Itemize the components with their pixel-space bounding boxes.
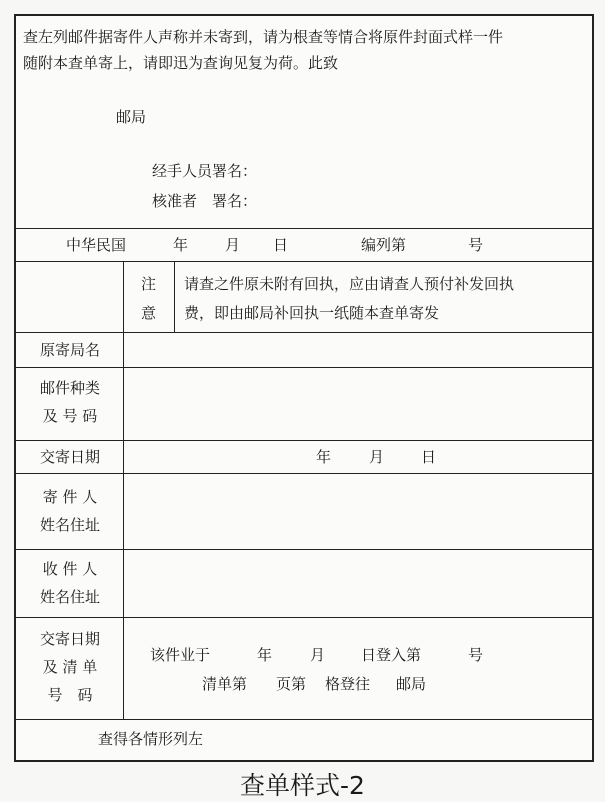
- date-year-label: 年: [173, 236, 189, 254]
- era-label: 中华民国: [66, 236, 127, 254]
- note-column-divider: [174, 261, 175, 332]
- divider: [16, 228, 592, 229]
- note-label-bottom: 意: [141, 304, 157, 322]
- divider: [16, 332, 592, 333]
- list-prefix: 清单第: [202, 675, 248, 693]
- notice-line-1: 查左列邮件据寄件人声称并未寄到，请为根查等情合将原件封面式样一件: [23, 28, 504, 46]
- divider: [16, 617, 592, 618]
- origin-office-label: 原寄局名: [39, 341, 100, 359]
- registration-year: 年: [257, 646, 273, 664]
- recipient-label: 收 件 人 姓名住址: [39, 560, 100, 606]
- note-text-line-1: 请查之件原未附有回执，应由请查人预付补发回执: [184, 275, 515, 293]
- inquiry-form: [14, 14, 594, 762]
- list-entry: 格登往: [325, 675, 371, 693]
- posting-date-day: 日: [421, 448, 437, 466]
- posting-list-label: 交寄日期 及 清 单 号 码: [39, 630, 100, 704]
- registration-day-entry: 日登入第: [361, 646, 422, 664]
- list-office: 邮局: [396, 675, 427, 693]
- divider: [16, 440, 592, 441]
- date-month-label: 月: [225, 236, 241, 254]
- divider: [16, 367, 592, 368]
- registration-month: 月: [310, 646, 326, 664]
- date-day-label: 日: [273, 236, 289, 254]
- divider: [16, 261, 592, 262]
- registration-prefix: 该件业于: [150, 646, 211, 664]
- findings-label: 查得各情形列左: [98, 730, 204, 748]
- handler-signature-label: 经手人员署名：: [152, 162, 258, 180]
- divider: [16, 473, 592, 474]
- note-text-line-2: 费，即由邮局补回执一纸随本查单寄发: [184, 304, 440, 322]
- serial-suffix-label: 号: [468, 236, 484, 254]
- divider: [16, 549, 592, 550]
- list-page: 页第: [276, 675, 307, 693]
- serial-prefix-label: 编列第: [361, 236, 407, 254]
- approver-signature-label: 核准者 署名：: [152, 192, 258, 210]
- post-office-label: 邮局: [116, 108, 147, 126]
- posting-date-year: 年: [316, 448, 332, 466]
- posting-date-label: 交寄日期: [39, 448, 100, 466]
- posting-date-month: 月: [369, 448, 385, 466]
- form-caption: 查单样式-2: [240, 771, 365, 800]
- mail-type-label: 邮件种类 及 号 码: [39, 379, 100, 425]
- registration-number: 号: [468, 646, 484, 664]
- sender-label: 寄 件 人 姓名住址: [39, 488, 100, 534]
- note-label-top: 注: [141, 275, 157, 293]
- divider: [16, 719, 592, 720]
- notice-line-2: 随附本查单寄上，请即迅为查询见复为荷。此致: [23, 54, 339, 72]
